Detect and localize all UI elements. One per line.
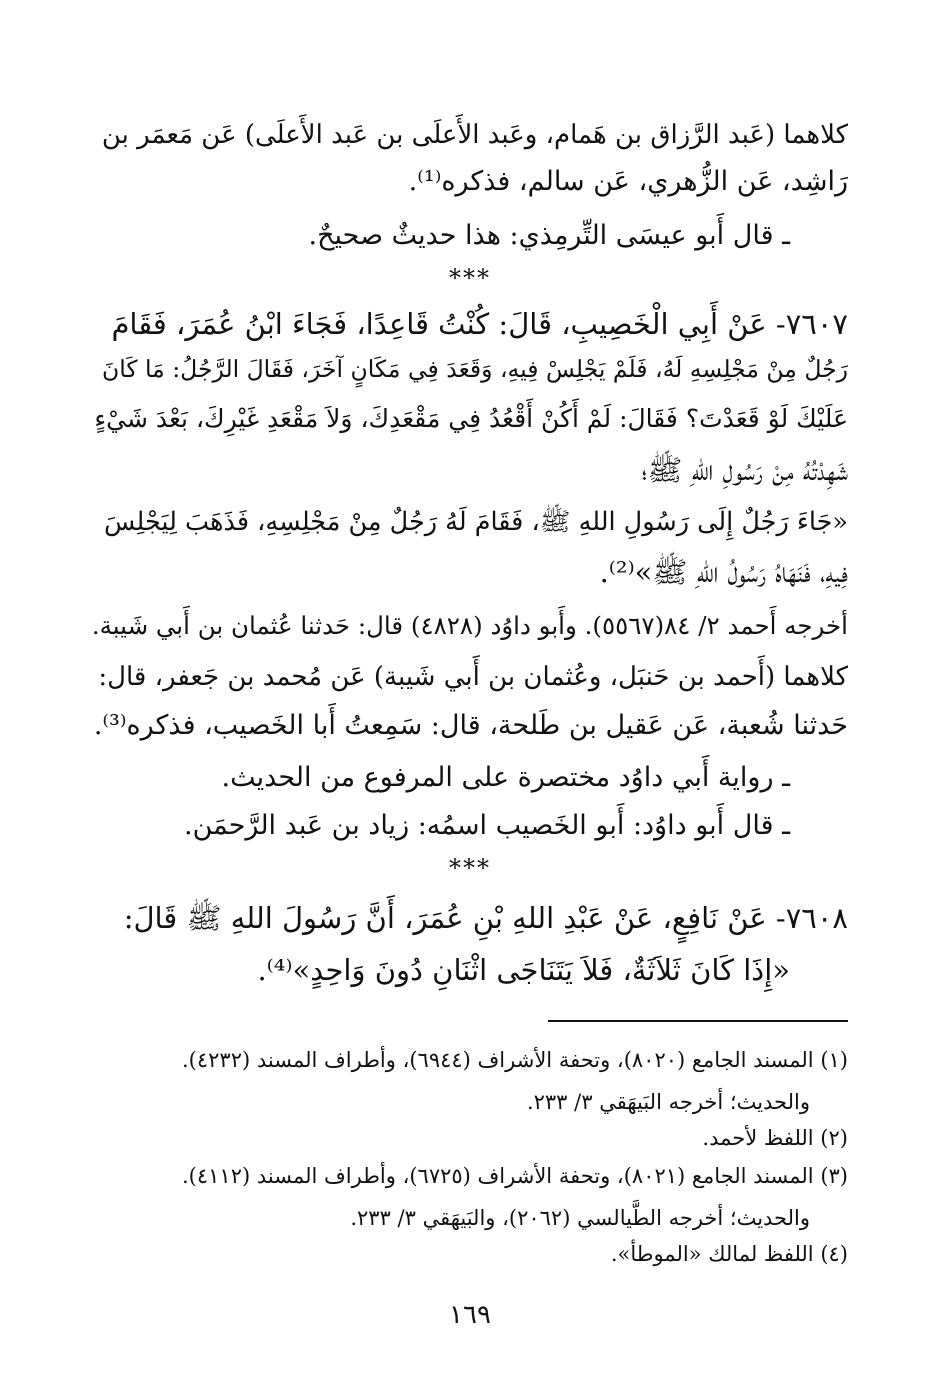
hadith-7607-line: فِيهِ، فَنَهَاهُ رَسُولُ اللهِ ﷺ»⁽²⁾. (599, 555, 848, 589)
hadith-7607-line: ٧٦٠٧- عَنْ أَبِي الْخَصِيبِ، قَالَ: كُنْتُ قَاعِدًا، فَجَاءَ ابْنُ عُمَرَ، فَقَامَ (111, 307, 848, 341)
footnote-4: (٤) اللفظ لمالك «الموطأ». (610, 1242, 848, 1266)
hadith-7608-line: «إِذَا كَانَ ثَلاَثَةٌ، فَلاَ يَتَنَاجَى اثْنَانِ دُونَ وَاحِدٍ»⁽⁴⁾. (257, 953, 790, 987)
footnote-1: (١) المسند الجامع (٨٠٢٠)، وتحفة الأشراف (٦٩٤٤)، وأطراف المسند (٤٢٣٢). (182, 1048, 848, 1072)
footnote-2: (٢) اللفظ لأحمد. (702, 1126, 848, 1150)
footnote-3-continued: والحديث؛ أخرجه الطَّيالسي (٢٠٦٢)، والبَيهَقي ٣/ ٢٣٣. (350, 1206, 810, 1230)
paragraph-line: كلاهما (عَبد الرَّزاق بن هَمام، وعَبد الأَعلَى بن عَبد الأَعلَى) عَن مَعمَر بن (101, 120, 848, 150)
hadith-7607-line: شَهِدْتُهُ مِنْ رَسُولِ اللهِ ﷺ؛ (641, 453, 848, 487)
takhrij-line: أخرجه أَحمد ٢/ ٨٤(٥٥٦٧). وأَبو داوُد (٤٨٢٨) قال: حَدثنا عُثمان بن أَبي شَيبة. (91, 611, 848, 640)
footnote-separator (548, 1020, 848, 1022)
footnote-3: (٣) المسند الجامع (٨٠٢١)، وتحفة الأشراف (٦٧٢٥)، وأطراف المسند (٤١١٢). (182, 1164, 848, 1188)
hadith-7608-line: ٧٦٠٨- عَنْ نَافِعٍ، عَنْ عَبْدِ اللهِ بْنِ عُمَرَ، أَنَّ رَسُولَ اللهِ ﷺ قَالَ: (123, 901, 848, 935)
takhrij-line: كلاهما (أَحمد بن حَنبَل، وعُثمان بن أَبي شَيبة) عَن مُحمد بن جَعفر، قال: (98, 662, 848, 692)
hadith-7607-line: «جَاءَ رَجُلٌ إِلَى رَسُولِ اللهِ ﷺ، فَقَامَ لَهُ رَجُلٌ مِنْ مَجْلِسِهِ، فَذَهَبَ لِيَجْلِسَ (104, 507, 848, 537)
abu-dawud-note: ـ قال أَبو داوُد: أَبو الخَصيب اسمُه: زياد بن عَبد الرَّحمَن. (184, 810, 790, 841)
footnote-1-continued: والحديث؛ أخرجه البَيهَقي ٣/ ٢٣٣. (526, 1090, 810, 1114)
section-separator: *** (449, 854, 491, 882)
takhrij-line: حَدثنا شُعبة، عَن عَقيل بن طَلحة، قال: سَمِعتُ أَبا الخَصيب، فذكره⁽³⁾. (93, 710, 848, 741)
paragraph-line: رَاشِد، عَن الزُّهري، عَن سالم، فذكره⁽¹⁾. (408, 166, 848, 197)
abu-dawud-note: ـ رواية أَبي داوُد مختصرة على المرفوع من الحديث. (221, 762, 790, 793)
page-number: ١٦٩ (449, 1300, 491, 1330)
tirmidhi-note: ـ قال أَبو عيسَى التِّرمِذي: هذا حديثٌ صحيحٌ. (308, 220, 790, 251)
section-separator: *** (449, 264, 491, 292)
hadith-7607-line: رَجُلٌ مِنْ مَجْلِسِهِ لَهُ، فَلَمْ يَجْلِسْ فِيهِ، وَقَعَدَ فِي مَكَانٍ آخَرَ، فَقَالَ الرَّجُلُ: مَا كَانَ (101, 355, 848, 383)
hadith-7607-line: عَلَيْكَ لَوْ قَعَدْتَ؟ فَقَالَ: لَمْ أَكُنْ أَقْعُدُ فِي مَقْعَدِكَ، وَلاَ مَقْعَدِ غَيْرِكَ، بَعْدَ شَيْءٍ (94, 404, 848, 433)
